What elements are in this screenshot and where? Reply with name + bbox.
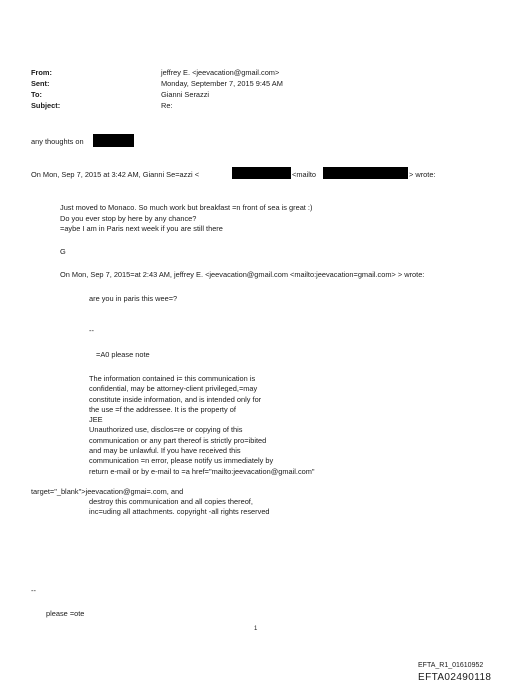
question-line: are you in paris this wee=? (89, 294, 178, 303)
to-label: To: (31, 90, 42, 99)
disclaimer-block (89, 374, 315, 477)
redaction-box (232, 167, 291, 179)
subject-label: Subject: (31, 101, 61, 110)
disclaimer-line: return e-mail or by e-mail to =a href="mailto:jeevacation@gmail.com" (89, 466, 315, 476)
reply-line: =aybe I am in Paris next week if you are still there (60, 224, 223, 233)
quote-header-1: On Mon, Sep 7, 2015 at 3:42 AM, Gianni Se=azzi < (31, 170, 200, 179)
redaction-box (323, 167, 408, 179)
disclaimer-line: Unauthorized use, disclos=re or copying of this (89, 425, 243, 435)
disclaimer-line: constitute inside information, and is intended only for (89, 394, 262, 404)
disclaimer-line: communication =n error, please notify us immediately by (89, 456, 274, 466)
disclaimer-line: inc=uding all attachments. copyright -all rights reserved (89, 507, 270, 517)
disclaimer-line: the use =f the addressee. It is the property of (89, 404, 236, 414)
sent-label: Sent: (31, 79, 50, 88)
disclaimer-line: destroy this communication and all copies thereof, (89, 497, 253, 506)
disclaimer-line: communication or any part thereof is strictly pro=ibited (89, 435, 267, 445)
a0-note: =A0 please note (96, 350, 150, 359)
quote-header-2: On Mon, Sep 7, 2015=at 2:43 AM, jeffrey E. <jeevacation@gmail.com <mailto:jeevacation=gmail.com> > wrote: (60, 270, 425, 279)
efta-id-large: EFTA02490118 (418, 672, 492, 683)
please-note: please =ote (46, 609, 85, 618)
dashes: -- (89, 326, 94, 335)
target-line: target="_blank">jeevacation@gmai=.com, and (31, 487, 184, 496)
quote-wrote: > wrote: (409, 170, 436, 179)
page-number: 1 (254, 626, 258, 632)
disclaimer-line: confidential, may be attorney-client privileged,=may (89, 384, 258, 394)
disclaimer-line: and may be unlawful. If you have received this (89, 446, 241, 456)
efta-id-small: EFTA_R1_01610952 (418, 662, 484, 669)
reply-line: Just moved to Monaco. So much work but breakfast =n front of sea is great :) (60, 203, 313, 212)
opening-line: any thoughts on (31, 137, 84, 146)
from-value: jeffrey E. <jeevacation@gmail.com> (161, 68, 280, 77)
quote-mailto: <mailto (292, 170, 317, 179)
reply-block (60, 203, 312, 235)
from-label: From: (31, 68, 52, 77)
reply-signature: G (60, 247, 66, 256)
disclaimer-end-block (89, 497, 270, 518)
to-value: Gianni Serazzi (161, 90, 210, 99)
disclaimer-line: JEE (89, 415, 103, 425)
reply-line: Do you ever stop by here by any chance? (60, 213, 197, 223)
redaction-box (93, 134, 134, 147)
disclaimer-line: The information contained i= this communication is (89, 374, 256, 383)
bottom-dashes: -- (31, 586, 36, 595)
sent-value: Monday, September 7, 2015 9:45 AM (161, 79, 283, 88)
subject-value: Re: (161, 101, 173, 110)
